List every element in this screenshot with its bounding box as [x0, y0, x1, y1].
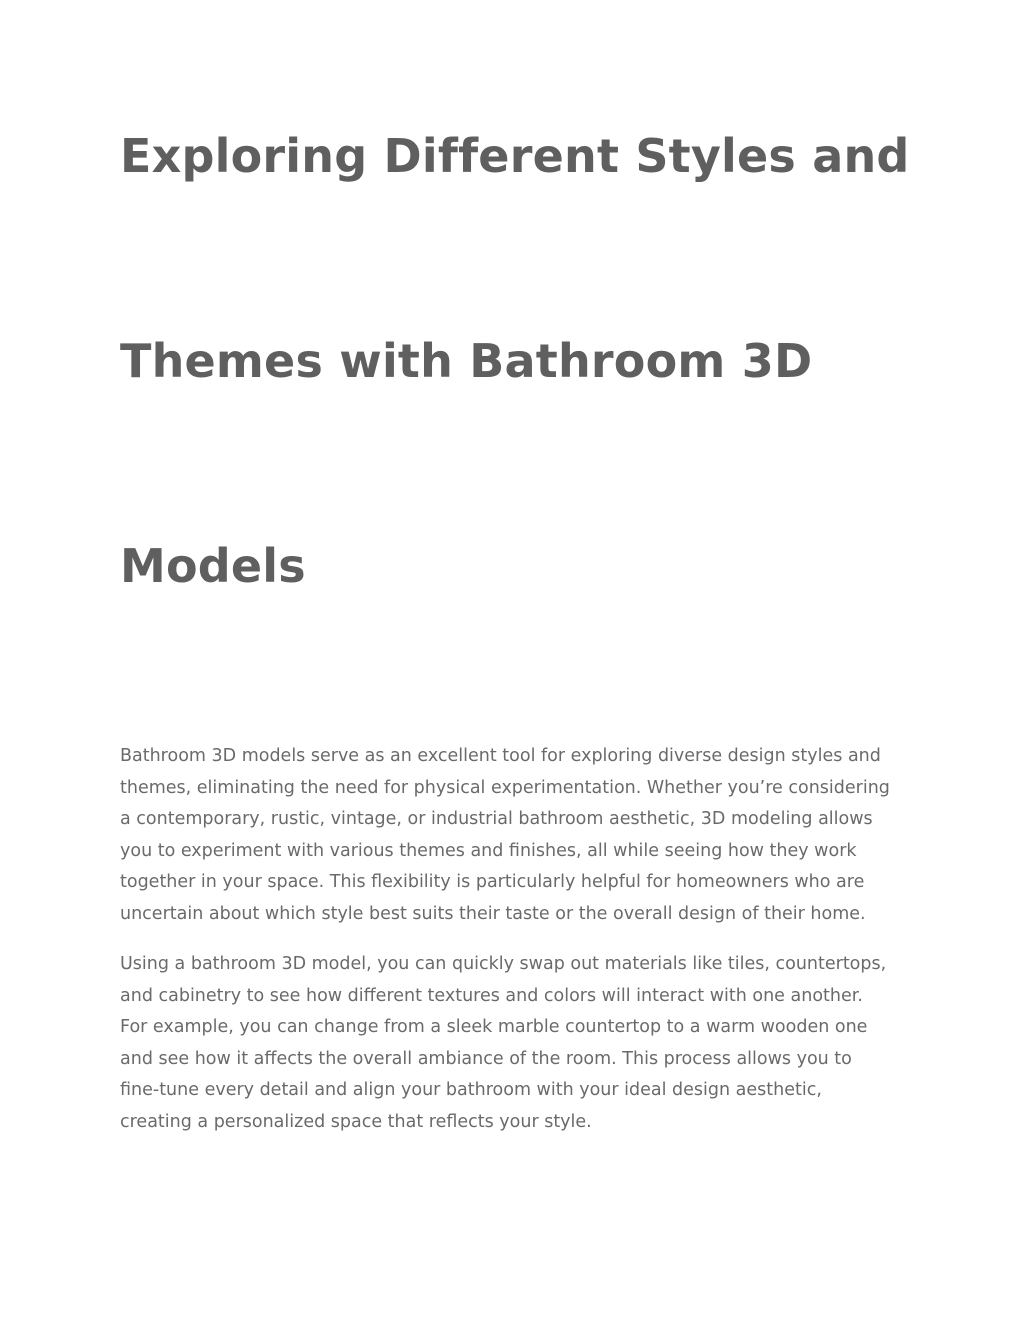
paragraph-1-line-4: you to experiment with various themes and finishes, all while seeing how they work	[120, 840, 857, 861]
page-title-line-3: Models	[120, 539, 306, 593]
paragraph-1-line-2: themes, eliminating the need for physical experimentation. Whether you’re considering	[120, 777, 890, 798]
paragraph-2-line-6: creating a personalized space that reflects your style.	[120, 1111, 592, 1132]
paragraph-1-line-1: Bathroom 3D models serve as an excellent tool for exploring diverse design styles and	[120, 746, 881, 766]
paragraph-1-line-3: a contemporary, rustic, vintage, or industrial bathroom aesthetic, 3D modeling allows	[120, 809, 873, 829]
page-title-line-2: Themes with Bathroom 3D	[120, 334, 813, 388]
paragraph-2-line-5: fine-tune every detail and align your bathroom with your ideal design aesthetic,	[120, 1080, 822, 1100]
paragraph-2-line-3: For example, you can change from a sleek marble countertop to a warm wooden one	[120, 1017, 868, 1037]
page-title-line-1: Exploring Different Styles and	[120, 129, 910, 183]
paragraph-1-line-6: uncertain about which style best suits their taste or the overall design of their home.	[120, 903, 866, 924]
paragraph-1	[120, 741, 920, 930]
paragraph-2	[120, 949, 920, 1138]
paragraph-2-line-4: and see how it affects the overall ambiance of the room. This process allows you to	[120, 1048, 852, 1069]
paragraph-2-line-2: and cabinetry to see how different textures and colors will interact with one another.	[120, 985, 863, 1006]
paragraph-2-line-1: Using a bathroom 3D model, you can quickly swap out materials like tiles, countertops,	[120, 954, 887, 974]
paragraph-1-line-5: together in your space. This flexibility is particularly helpful for homeowners who are	[120, 872, 865, 892]
